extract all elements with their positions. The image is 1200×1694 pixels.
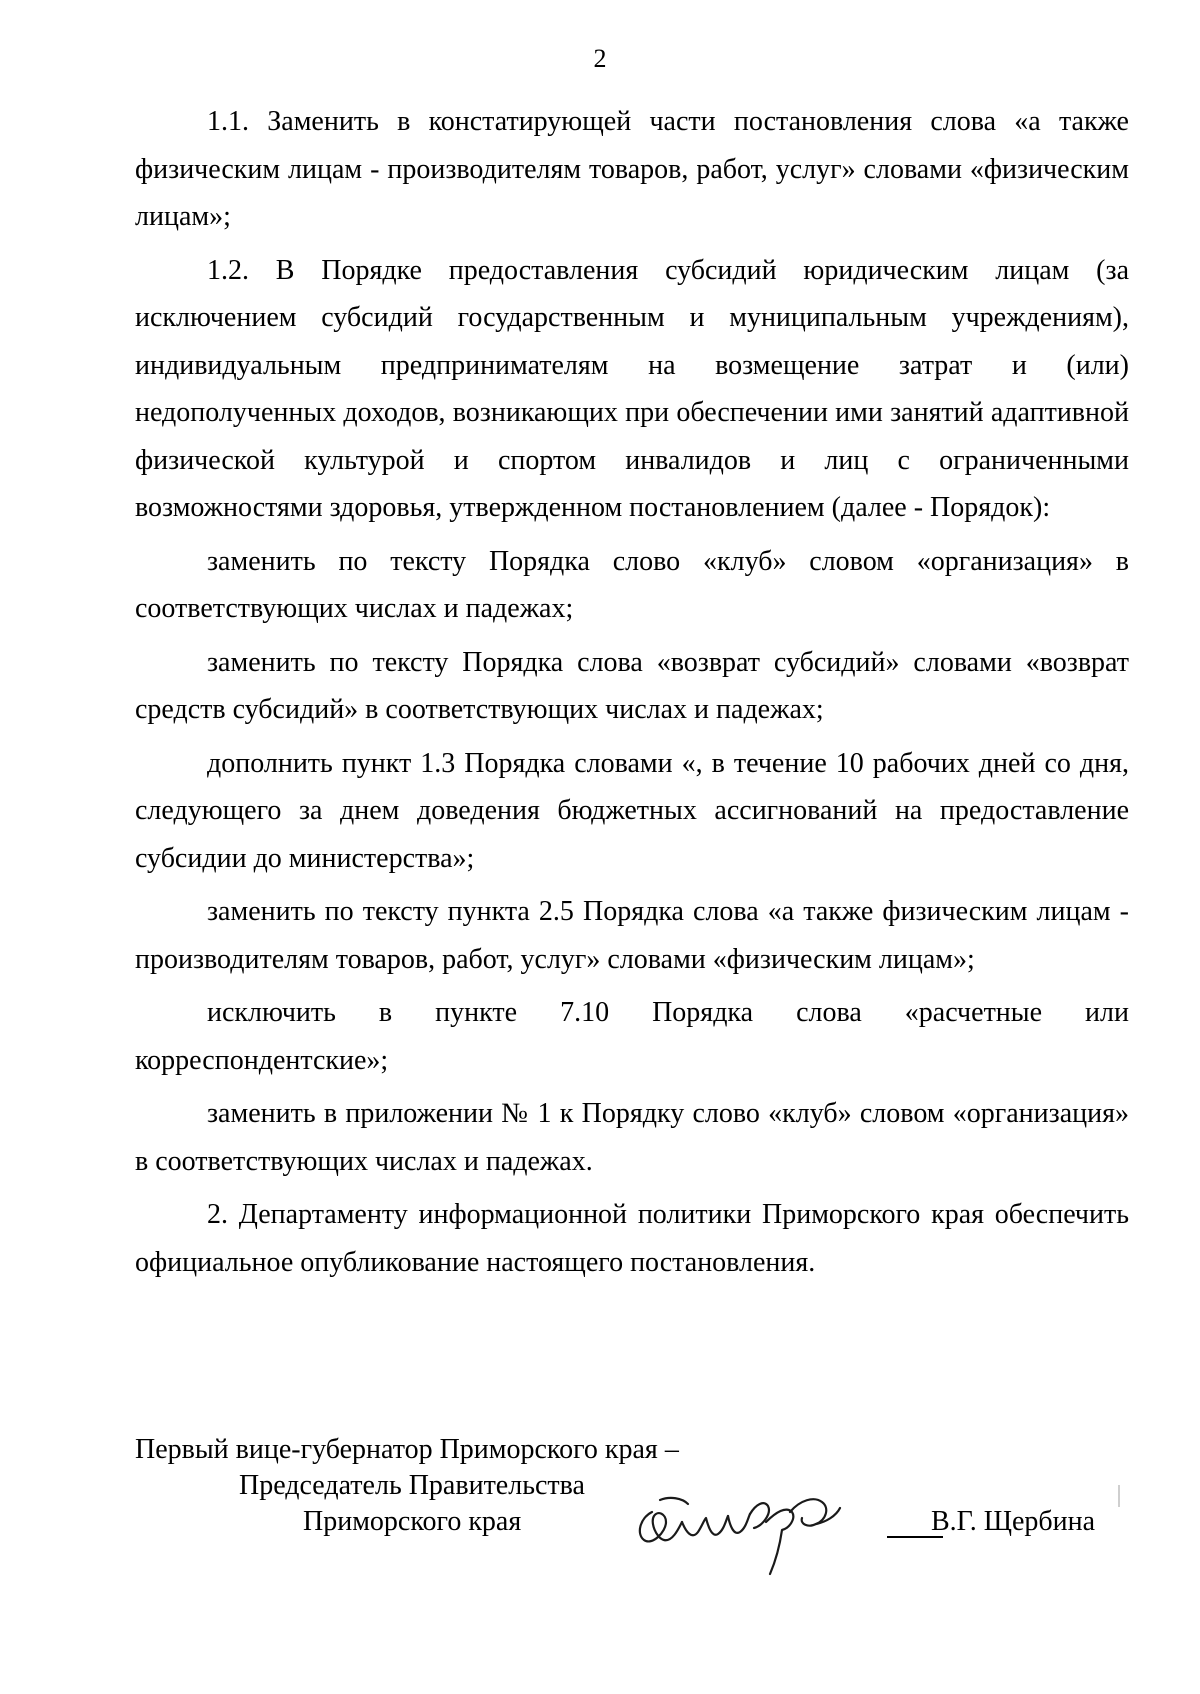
signature-block (135, 1434, 1129, 1574)
page-number: 2 (593, 44, 607, 73)
paragraph-1-2: 1.2. В Порядке предоставления субсидий юридическим лицам (за исключением субсидий государственным и муниципальным учреждениям), индивидуальным предпринимателям на возмещение затрат и (или) недополученных доходов, возникающих при обеспечении ими занятий адаптивной физической культурой и спортом инвалидов и лиц с ограниченными возможностями здоровья, утвержденном постановлением (далее - Порядок): (135, 254, 1129, 523)
signatory-position-line-3: Приморского края (303, 1506, 522, 1537)
paragraph-replace-refund: заменить по тексту Порядка слова «возврат субсидий» словами «возврат средств субсидий» в соответствующих числах и падежах; (135, 646, 1129, 725)
signatory-name: В.Г. Щербина (931, 1506, 1096, 1537)
paragraph-2: 2. Департаменту информационной политики Приморского края обеспечить официальное опубликование настоящего постановления. (135, 1199, 1129, 1278)
paragraph-amend-2-5: заменить по тексту пункта 2.5 Порядка слова «а также физическим лицам - производителям товаров, работ, услуг» словами «физическим лицам»; (135, 896, 1129, 975)
signatory-position-line-1: Первый вице-губернатор Приморского края – (135, 1434, 679, 1465)
handwritten-signature (630, 1482, 880, 1582)
paragraph-amend-1-3: дополнить пункт 1.3 Порядка словами «, в течение 10 рабочих дней со дня, следующего за днем доведения бюджетных ассигнований на предоставление субсидии до министерства»; (135, 747, 1129, 874)
paragraph-appendix-1: заменить в приложении № 1 к Порядку слово «клуб» словом «организация» в соответствующих числах и падежах. (135, 1098, 1129, 1177)
scan-artifact (1118, 1485, 1120, 1507)
paragraph-exclude-7-10: исключить в пункте 7.10 Порядка слова «расчетные или корреспондентские»; (135, 997, 1129, 1076)
signatory-position-line-2: Председатель Правительства (239, 1470, 585, 1501)
paragraph-replace-club: заменить по тексту Порядка слово «клуб» словом «организация» в соответствующих числах и падежах; (135, 545, 1129, 624)
document-body (135, 98, 1129, 1292)
paragraph-1-1: 1.1. Заменить в констатирующей части постановления слова «а также физическим лицам - производителям товаров, работ, услуг» словами «физическим лицам»; (135, 106, 1129, 232)
